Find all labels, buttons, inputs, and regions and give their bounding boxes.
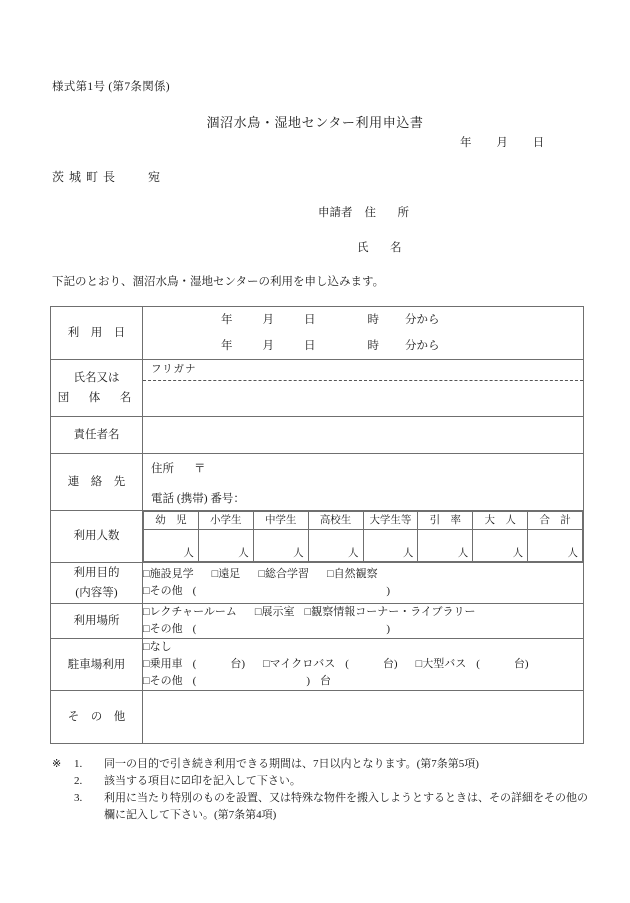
- headcount-header-2: 中学生: [253, 512, 308, 530]
- headcount-header-4: 大学生等: [363, 512, 418, 530]
- checkbox-icon-parking-1[interactable]: □: [263, 658, 270, 671]
- table-row-responsible: [51, 417, 584, 454]
- use-date-line-2: [143, 333, 583, 359]
- headcount-header-3: 高校生: [308, 512, 363, 530]
- row-label-place: 利用場所: [51, 604, 143, 639]
- table-row-use-date: [51, 307, 584, 360]
- use-date-2-hour: 時: [367, 340, 379, 352]
- use-date-1-month: 月: [262, 314, 274, 326]
- place-option-1[interactable]: 展示室: [261, 606, 295, 619]
- row-label-name-line1: 氏名又は: [73, 371, 120, 384]
- purpose-other-line: [143, 583, 583, 600]
- date-month-label: 月: [496, 137, 508, 149]
- footnote-number-2: 2.: [74, 775, 83, 787]
- checkbox-icon-purpose-3[interactable]: □: [326, 568, 334, 581]
- footnote-number-1: 1.: [74, 758, 83, 770]
- footnote-item: [52, 773, 597, 790]
- purpose-other-label[interactable]: その他: [149, 585, 183, 598]
- responsible-value[interactable]: [143, 417, 584, 454]
- parking-vehicles-line: [143, 656, 583, 673]
- use-date-2-day: 日: [304, 340, 316, 352]
- purpose-other-close-paren: ): [386, 585, 390, 598]
- use-date-2-month: 月: [262, 340, 274, 352]
- footnote-text-2: 該当する項目に☑印を記入して下さい。: [104, 775, 301, 787]
- row-label-purpose-line2: (内容等): [75, 587, 118, 600]
- place-other-close-paren: ): [386, 623, 390, 636]
- row-label-purpose: [51, 563, 143, 604]
- use-date-2-year: 年: [221, 340, 233, 352]
- parking-vehicle-unit-2: 台): [513, 658, 529, 671]
- table-row-headcount: [51, 511, 584, 563]
- purpose-option-1[interactable]: 遠足: [218, 568, 241, 581]
- parking-field: [143, 639, 584, 691]
- headcount-table: [143, 511, 583, 562]
- parking-none-label[interactable]: なし: [149, 641, 172, 654]
- parking-other-unit: 台: [320, 675, 331, 688]
- contact-address-line: [151, 460, 206, 476]
- remarks-value[interactable]: [143, 691, 584, 744]
- checkbox-icon-place-1[interactable]: □: [254, 606, 262, 619]
- checkbox-icon-parking-0[interactable]: □: [143, 658, 150, 671]
- parking-other-line: [143, 673, 583, 690]
- applicant-address-label: 住 所: [364, 207, 414, 219]
- parking-other-label[interactable]: その他: [149, 675, 183, 688]
- name-or-group-field[interactable]: [143, 360, 584, 417]
- purpose-field: [143, 563, 584, 604]
- use-date-1-day: 日: [304, 314, 316, 326]
- checkbox-icon-parking-2[interactable]: □: [415, 658, 423, 671]
- footnote-mark: ※: [52, 758, 62, 770]
- headcount-input-3[interactable]: 人: [308, 530, 363, 562]
- parking-vehicle-unit-1: 台): [382, 658, 398, 671]
- checkbox-icon-purpose-1[interactable]: □: [211, 568, 219, 581]
- name-or-group-value[interactable]: [143, 381, 583, 416]
- checkbox-icon-purpose-0[interactable]: □: [143, 568, 150, 581]
- place-other-label[interactable]: その他: [149, 623, 183, 636]
- parking-vehicle-label-1[interactable]: マイクロバス: [269, 658, 336, 671]
- table-row-purpose: [51, 563, 584, 604]
- application-table: [50, 306, 584, 744]
- parking-vehicle-unit-0: 台): [230, 658, 245, 671]
- headcount-header-7: 合 計: [528, 512, 583, 530]
- headcount-input-5[interactable]: 人: [418, 530, 473, 562]
- checkbox-icon-purpose-other[interactable]: □: [143, 585, 150, 598]
- contact-field[interactable]: [143, 454, 584, 511]
- applicant-name-label: 氏 名: [357, 242, 407, 254]
- applicant-address-row: [318, 204, 414, 220]
- postal-mark-icon: 〒: [194, 463, 206, 475]
- place-option-2[interactable]: 観察情報コーナー・ライブラリー: [311, 606, 476, 619]
- row-label-contact: 連 絡 先: [51, 454, 143, 511]
- row-label-name-or-group: [51, 360, 143, 417]
- row-label-name-line2: 団 体 名: [57, 392, 136, 404]
- place-other-open-paren: (: [192, 623, 197, 636]
- parking-vehicle-label-2[interactable]: 大型バス: [422, 658, 467, 671]
- headcount-input-0[interactable]: 人: [144, 530, 199, 562]
- submission-date: [460, 134, 544, 150]
- contact-phone-line: [151, 490, 245, 506]
- table-row-place: [51, 604, 584, 639]
- contact-phone-label: 電話 (携帯) 番号：: [151, 493, 245, 505]
- headcount-input-6[interactable]: 人: [473, 530, 528, 562]
- purpose-options-line: [143, 566, 583, 583]
- headcount-input-row: [144, 530, 583, 562]
- parking-vehicle-open-1: (: [345, 658, 349, 671]
- contact-address-label: 住所: [151, 463, 174, 475]
- use-date-1-hour: 時: [367, 314, 379, 326]
- place-other-line: [143, 621, 583, 638]
- parking-other-close-paren: ): [306, 675, 310, 688]
- row-label-remarks: そ の 他: [51, 691, 143, 744]
- checkbox-icon-place-other[interactable]: □: [143, 623, 150, 636]
- parking-vehicle-open-2: (: [476, 658, 480, 671]
- furigana-label: フリガナ: [143, 360, 583, 381]
- headcount-header-row: [144, 512, 583, 530]
- place-field: [143, 604, 584, 639]
- use-date-2-minute: 分から: [405, 340, 440, 352]
- table-row-parking: [51, 639, 584, 691]
- checkbox-icon-place-2[interactable]: □: [304, 606, 312, 619]
- date-year-label: 年: [460, 137, 472, 149]
- applicant-label: 申請者: [318, 207, 353, 219]
- place-options-line: [143, 604, 583, 621]
- table-row-name-or-group: [51, 360, 584, 417]
- row-label-responsible: 責任者名: [51, 417, 143, 454]
- use-date-line-1: [143, 307, 583, 333]
- parking-vehicle-label-0[interactable]: 乗用車: [149, 658, 183, 671]
- headcount-grid: [143, 511, 584, 563]
- checkbox-icon-parking-none[interactable]: □: [143, 641, 150, 654]
- document-title: 涸沼水鳥・湿地センター利用申込書: [206, 115, 424, 130]
- footnotes: [52, 756, 597, 824]
- footnote-text-1: 同一の目的で引き続き利用できる期間は、7日以内となります。(第7条第5項): [104, 758, 479, 770]
- headcount-input-4[interactable]: 人: [363, 530, 418, 562]
- use-date-field[interactable]: [143, 307, 584, 360]
- footnote-number-3: 3.: [74, 792, 83, 804]
- intro-text: 下記のとおり、涸沼水鳥・湿地センターの利用を申し込みます。: [52, 276, 385, 288]
- headcount-header-0: 幼 児: [144, 512, 199, 530]
- parking-other-open-paren: (: [192, 675, 197, 688]
- headcount-input-2[interactable]: 人: [253, 530, 308, 562]
- purpose-other-open-paren: (: [192, 585, 197, 598]
- footnote-item: [52, 790, 597, 807]
- headcount-header-1: 小学生: [198, 512, 253, 530]
- date-day-label: 日: [532, 137, 545, 149]
- checkbox-icon-parking-other[interactable]: □: [143, 675, 150, 688]
- row-label-parking: 駐車場利用: [51, 639, 143, 691]
- checkbox-icon-purpose-2[interactable]: □: [258, 568, 265, 581]
- headcount-input-1[interactable]: 人: [198, 530, 253, 562]
- addressee-suffix: 宛: [148, 170, 161, 184]
- purpose-option-0[interactable]: 施設見学: [149, 568, 194, 581]
- parking-vehicle-open-0: (: [192, 658, 197, 671]
- headcount-input-7[interactable]: 人: [528, 530, 583, 562]
- addressee-name: 茨城町長: [52, 170, 121, 184]
- form-number: 様式第1号 (第7条関係): [52, 81, 170, 93]
- table-row-remarks: [51, 691, 584, 744]
- place-option-0[interactable]: レクチャールーム: [149, 606, 237, 619]
- use-date-1-minute: 分から: [405, 314, 440, 326]
- addressee: [52, 168, 160, 185]
- checkbox-icon-place-0[interactable]: □: [143, 606, 150, 619]
- use-date-1-year: 年: [221, 314, 233, 326]
- footnote-text-3-continued: 欄に記入して下さい。(第7条第4項): [104, 809, 277, 821]
- table-row-contact: [51, 454, 584, 511]
- purpose-option-2[interactable]: 総合学習: [264, 568, 309, 581]
- footnote-item: [52, 756, 597, 773]
- row-label-purpose-line1: 利用目的: [73, 567, 120, 579]
- purpose-option-3[interactable]: 自然観察: [333, 568, 378, 581]
- row-label-headcount: 利用人数: [51, 511, 143, 563]
- row-label-use-date: 利 用 日: [51, 307, 143, 360]
- parking-none-line: [143, 639, 583, 656]
- headcount-header-6: 大 人: [473, 512, 528, 530]
- footnote-text-3: 利用に当たり特別のものを設置、又は特殊な物件を搬入しようとするときは、その詳細をその他の: [104, 792, 588, 804]
- headcount-header-5: 引 率: [418, 512, 473, 530]
